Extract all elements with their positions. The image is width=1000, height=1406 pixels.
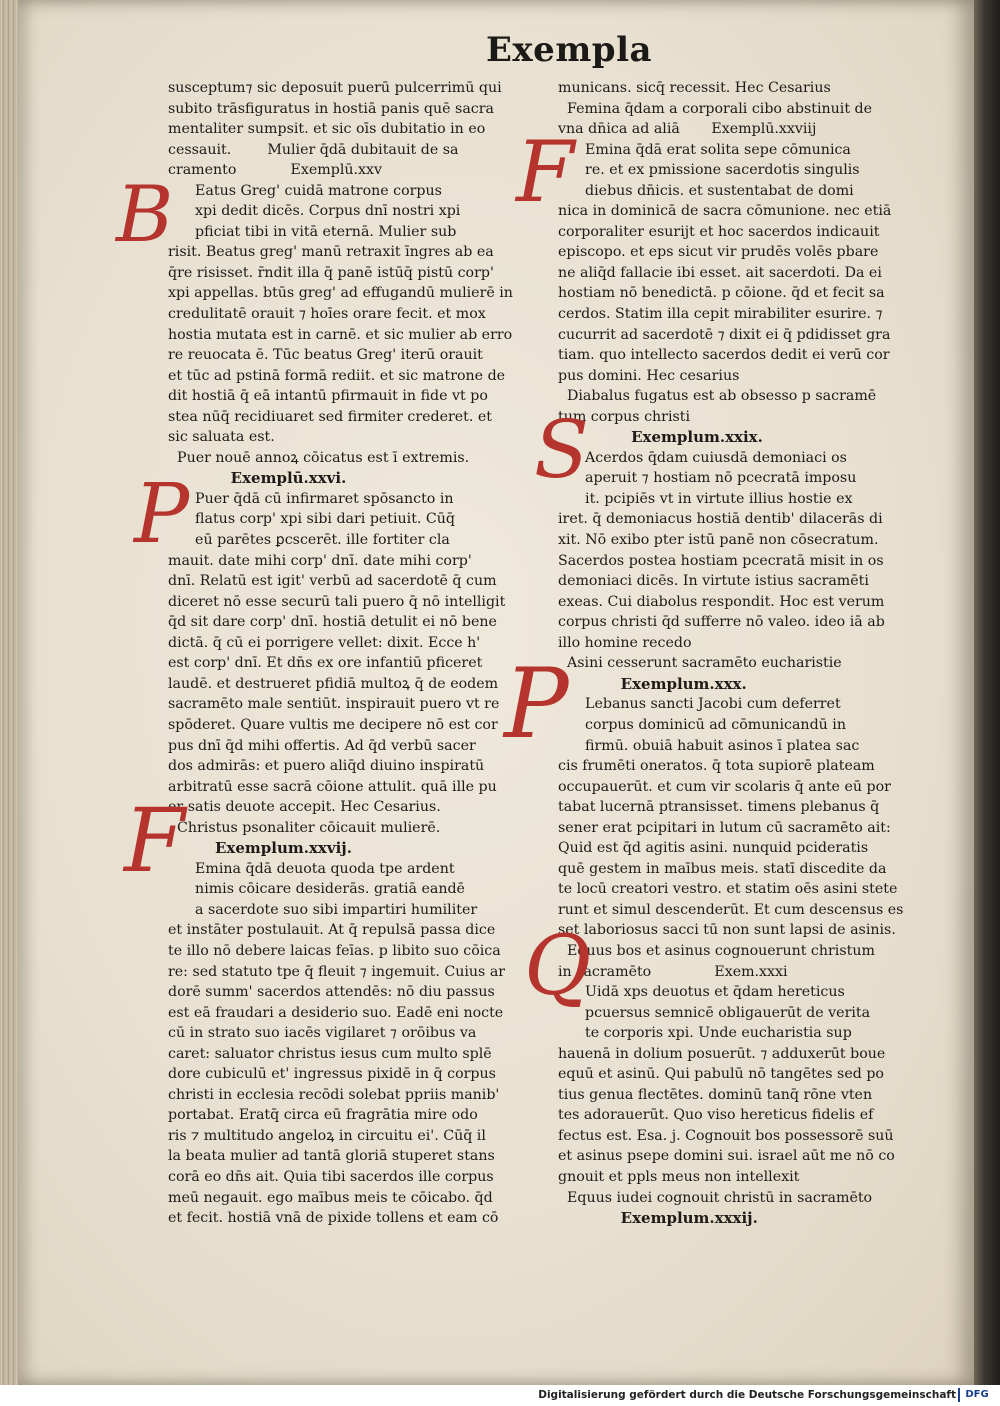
text-line: subito trāsfiguratus in hostiā panis quē sacra — [168, 100, 494, 117]
initial-f-right: F — [516, 123, 575, 221]
text-line: set laboriosus sacci tū non sunt lapsi de asinis. — [558, 922, 896, 939]
text-line: te locū creatori vestro. et statim oēs asini stete — [558, 881, 898, 898]
text-line: nica in dominicā de sacra cōmunione. nec etiā — [558, 203, 892, 220]
text-line: corporaliter esurijt et hoc sacerdos indicauit — [558, 223, 880, 240]
text-line: tabat lucernā ptransisset. timens plebanus q̄ — [558, 799, 880, 816]
text-line: Exemplum.xxx. — [558, 674, 747, 693]
text-line: Christus psonaliter cōicauit mulierē. — [168, 819, 441, 836]
text-line: Asini cesserunt sacramēto eucharistie — [558, 655, 842, 672]
text-line: risit. Beatus greg' manū retraxit īngres ab ea — [168, 244, 494, 261]
text-line: tiam. quo intellecto sacerdos dedit ei verū cor — [558, 347, 890, 364]
text-line: Exemplum.xxix. — [558, 428, 763, 447]
text-line: fectus est. Esa. j. Cognouit bos possessorē suū — [558, 1127, 894, 1144]
text-line: illo homine recedo — [558, 634, 692, 651]
text-line: Puer nouē annoꝝ cōicatus est ī extremis. — [168, 449, 470, 466]
text-line: la beata mulier ad tantā gloriā stuperet stans — [168, 1148, 495, 1165]
initial-p-right: P — [504, 648, 569, 760]
text-line: et instāter postulauit. At q̄ repulsā passa dice — [168, 922, 496, 939]
text-line: cramento Exemplū.xxv — [168, 162, 383, 179]
text-line: tum corpus christi — [558, 408, 691, 425]
text-line: Femina q̄dam a corporali cibo abstinuit de — [558, 100, 873, 117]
text-line: Puer q̄dā cū infirmaret spōsancto in — [168, 490, 454, 507]
text-line: te corporis xpi. Unde eucharistia sup — [558, 1025, 852, 1042]
text-line: tes adorauerūt. Quo viso hereticus fidelis ef — [558, 1107, 874, 1124]
text-line: quē gestem in maībus meis. statī discedite da — [558, 860, 887, 877]
text-line: nimis cōicare desiderās. gratiā eandē — [168, 881, 465, 898]
text-line: corā eo dn̄s ait. Quia tibi sacerdos ille corpus — [168, 1168, 494, 1185]
text-line: Exemplum.xxxij. — [558, 1209, 758, 1228]
text-line: cucurrit ad sacerdotē ⁊ dixit ei q̄ pdidisset gra — [558, 326, 891, 343]
text-line: Exemplū.xxvi. — [168, 469, 347, 488]
text-line: dos admirās: et puero aliq̄d diuino inspiratū — [168, 758, 485, 775]
text-line: Lebanus sancti Jacobi cum deferret — [558, 696, 841, 713]
initial-f-left: F — [124, 789, 186, 892]
text-line: gnouit et ppls meus non intellexit — [558, 1168, 800, 1185]
text-line: sener erat pcipitari in lutum cū sacramēto ait: — [558, 819, 891, 836]
text-line: er satis deuote accepit. Hec Cesarius. — [168, 799, 441, 816]
binding-shadow — [974, 0, 1000, 1385]
text-line: re reuocata ē. Tūc beatus Greg' iterū orauit — [168, 347, 483, 364]
text-line: occupauerūt. et cum vir scolaris q̄ ante eū por — [558, 778, 891, 795]
text-line: xpi dedit dicēs. Corpus dnī nostri xpi — [168, 203, 461, 220]
text-line: dit hostiā q̄ eā intantū pfirmauit in fide vt po — [168, 388, 488, 405]
text-line: firmū. obuiā habuit asinos ī platea sac — [558, 737, 860, 754]
text-line: mentaliter sumpsit. et sic oīs dubitatio in eo — [168, 121, 486, 138]
book-page — [18, 0, 976, 1385]
text-line: runt et simul descenderūt. Et cum descensus es — [558, 901, 904, 918]
text-line: pcuersus semnicē obligauerūt de verita — [558, 1004, 871, 1021]
text-line: et asinus psepe domini sui. israel aūt me nō co — [558, 1148, 895, 1165]
text-line: diceret nō esse securū tali puero q̄ nō intelligit — [168, 593, 506, 610]
text-line: municans. sicq̄ recessit. Hec Cesarius — [558, 80, 831, 96]
text-line: dore cubiculū et' ingressus pixidē in q̄ corpus — [168, 1066, 496, 1083]
initial-s: S — [534, 403, 589, 496]
text-line: cessauit. Mulier q̄dā dubitauit de sa — [168, 141, 459, 158]
text-line: re. et ex pmissione sacerdotis singulis — [558, 162, 860, 179]
text-line: dictā. q̄ cū ei porrigere vellet: dixit. Ecce h' — [168, 634, 481, 651]
text-line: te illo nō debere laicas feīas. p libito suo cōica — [168, 942, 501, 959]
initial-q: Q — [524, 919, 592, 1014]
initial-b: B — [116, 170, 174, 260]
text-line: Sacerdos postea hostiam pcecratā misit in os — [558, 552, 884, 569]
text-line: demoniaci dicēs. In virtute istius sacramēti — [558, 573, 869, 590]
text-line: Equus bos et asinus cognouerunt christum — [558, 942, 875, 959]
text-line: re: sed statuto tpe q̄ fleuit ⁊ ingemuit. Cuius ar — [168, 963, 506, 980]
text-line: Emina q̄dā deuota quoda tpe ardent — [168, 860, 455, 877]
text-line: iret. q̄ demoniacus hostiā dentib' dilacerās di — [558, 511, 883, 528]
text-line: Quid est q̄d agitis asini. nunquid pcideratis — [558, 840, 869, 857]
dfg-logo: DFG — [958, 1388, 994, 1402]
text-line: hostia mutata est in carnē. et sic mulier ab erro — [168, 326, 513, 343]
text-line: est eā fraudari a desiderio suo. Eadē eni nocte — [168, 1004, 504, 1021]
text-line: arbitratū esse sacrā cōione attulit. quā ille pu — [168, 778, 497, 795]
text-line: Uidā xps deuotus et q̄dam hereticus — [558, 984, 845, 1001]
text-line: caret: saluator christus iesus cum multo splē — [168, 1045, 492, 1062]
digitization-footer — [0, 1385, 1000, 1406]
text-line: christi in ecclesia recōdi solebat ppriis manib' — [168, 1086, 500, 1103]
text-line: pus domini. Hec cesarius — [558, 367, 740, 384]
text-line: corpus christi q̄d sufferre nō valeo. ideo iā ab — [558, 614, 885, 631]
text-line: credulitatē orauit ⁊ hoīes orare fecit. et mox — [168, 306, 486, 323]
text-line: Equus iudei cognouit christū in sacramēto — [558, 1189, 873, 1206]
text-line: mauit. date mihi corp' dnī. date mihi corp' — [168, 552, 472, 569]
text-line: cerdos. Statim illa cepit mirabiliter esurire. ⁊ — [558, 306, 883, 323]
text-line: Diabalus fugatus est ab obsesso p sacramē — [558, 388, 877, 405]
text-line: dnī. Relatū est igit' verbū ad sacerdotē q̄ cum — [168, 573, 497, 590]
text-line: susceptum⁊ sic deposuit puerū pulcerrimū qui — [168, 80, 502, 96]
text-line: flatus corp' xpi sibi dari petiuit. Cūq̄ — [168, 511, 456, 528]
text-line: episcopo. et eps sicut vir prudēs volēs pbare — [558, 244, 879, 261]
text-line: diebus dn̄icis. et sustentabat de domi — [558, 182, 854, 199]
text-line: Acerdos q̄dam cuiusdā demoniaci os — [558, 449, 847, 466]
text-line: pficiat tibi in vitā eternā. Mulier sub — [168, 223, 457, 240]
text-line: corpus dominicū ad cōmunicandū in — [558, 716, 846, 733]
text-line: q̄re risisset. r̄ndit illa q̄ panē istūq̄ pistū corp' — [168, 264, 494, 281]
text-line: meū negauit. ego maībus meis te cōicabo. q̄d — [168, 1189, 493, 1206]
text-line: portabat. Eratq̄ circa eū fragrātia mire odo — [168, 1107, 478, 1124]
text-line: Eatus Greg' cuidā matrone corpus — [168, 182, 442, 199]
text-line: cū in strato suo iacēs vigilaret ⁊ orōibus va — [168, 1025, 477, 1042]
text-line: equū et asinū. Qui pabulū nō tangētes sed po — [558, 1066, 884, 1083]
text-line: tius genua flectētes. dominū tanq̄ rōne vten — [558, 1086, 873, 1103]
text-line: laudē. et destrueret pfidiā multoꝝ q̄ de eodem — [168, 675, 499, 692]
text-line: aperuit ⁊ hostiam nō pcecratā imposu — [558, 470, 857, 487]
text-line: a sacerdote suo sibi impartiri humiliter — [168, 901, 478, 918]
text-line: exeas. Cui diabolus respondit. Hoc est verum — [558, 593, 885, 610]
running-title: Exempla — [486, 30, 653, 70]
text-line: pus dnī q̄d mihi offertis. Ad q̄d verbū sacer — [168, 737, 476, 754]
text-line: q̄d sit dare corp' dnī. hostiā detulit ei nō bene — [168, 614, 497, 631]
funding-credit: Digitalisierung gefördert durch die Deutsche Forschungsgemeinschaft — [538, 1389, 956, 1401]
text-line: vna dn̄ica ad aliā Exemplū.xxviij — [558, 121, 817, 138]
text-line: xpi appellas. btūs greg' ad effugandū mulierē in — [168, 285, 513, 302]
text-line: est corp' dnī. Et dn̄s ex ore infantiū pficeret — [168, 655, 483, 672]
text-line: et tūc ad pstinā formā rediit. et sic matrone de — [168, 367, 506, 384]
text-line: sacramēto male sentiūt. inspirauit puero vt re — [168, 696, 500, 713]
text-line: ne aliq̄d fallacie ibi esset. ait sacerdoti. Da ei — [558, 264, 882, 281]
right-column — [558, 78, 906, 1229]
text-line: ris ⁊ multitudo angeloꝝ in circuitu ei'. Cūq̄ il — [168, 1127, 486, 1144]
text-line: hostiam nō benedictā. p cōione. q̄d et fecit sa — [558, 285, 885, 302]
text-line: in sacramēto Exem.xxxi — [558, 963, 788, 980]
text-line: cis frumēti oneratos. q̄ tota supiorē plateam — [558, 758, 875, 775]
text-line: sic saluata est. — [168, 429, 275, 446]
text-line: et fecit. hostiā vnā de pixide tollens et eam cō — [168, 1210, 499, 1227]
text-line: Emina q̄dā erat solita sepe cōmunica — [558, 141, 851, 158]
text-line: xit. Nō exibo pter istū panē non cōsecratum. — [558, 532, 879, 549]
initial-p-left: P — [134, 467, 190, 562]
text-line: eū parētes ꝑcscerēt. ille fortiter cla — [168, 532, 450, 549]
text-line: dorē summ' sacerdos attendēs: nō diu passus — [168, 984, 495, 1001]
text-line: spōderet. Quare vultis me decipere nō est cor — [168, 716, 498, 733]
text-line: stea nūq̄ recidiuaret sed firmiter crederet. et — [168, 408, 492, 425]
text-line: Exemplum.xxvij. — [168, 839, 352, 858]
text-line: hauenā in dolium posuerūt. ⁊ adduxerūt boue — [558, 1045, 886, 1062]
text-line: it. pcipiēs vt in virtute illius hostie ex — [558, 490, 853, 507]
left-column — [168, 78, 523, 1229]
